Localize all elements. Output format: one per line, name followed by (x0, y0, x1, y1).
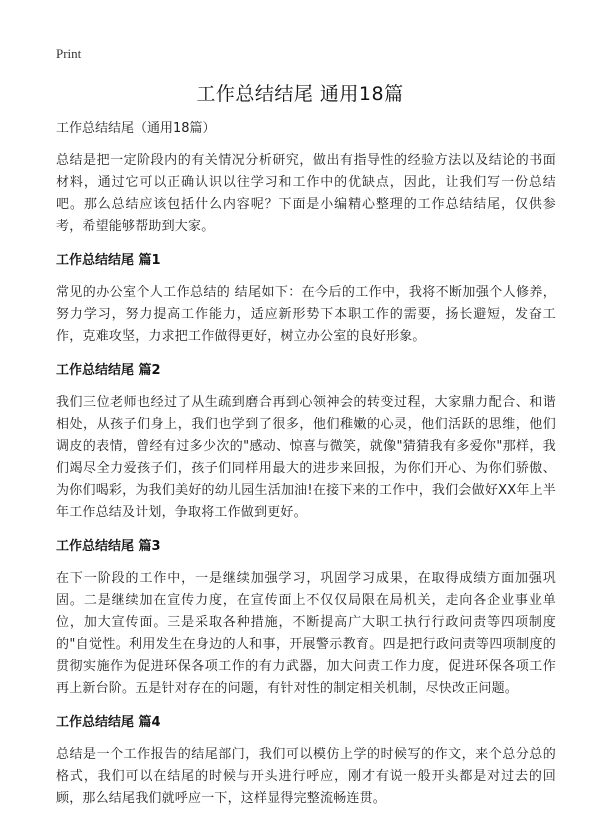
section-heading: 工作总结结尾 篇1 (56, 253, 161, 268)
article-subtitle: 工作总结结尾（通用18篇） (56, 121, 216, 136)
section-heading: 工作总结结尾 篇3 (56, 539, 161, 554)
print-link[interactable]: Print (56, 46, 82, 61)
section-1 (56, 250, 556, 348)
section-paragraph: 总结是一个工作报告的结尾部门，我们可以模仿上学的时候写的作文，来个总分总的格式，我们可以在结尾的时候与开头进行呼应，刚才有说一般开头都是对过去的回顾，那么结尾我们就呼应一下，这样显得完整流畅连贯。 (56, 747, 556, 806)
section-3 (56, 536, 556, 700)
section-paragraph: 在下一阶段的工作中，一是继续加强学习，巩固学习成果，在取得成绩方面加强巩固。二是继续加在宣传力度，在宣传面上不仅仅局限在局机关，走向各企业事业单位，加大宣传面。三是采取各种措施，不断提高广大职工执行行政问责等四项制度的"自觉性。利用发生在身边的人和事，开展警示教育。四是把行政问责等四项制度的贯彻实施作为促进环保各项工作的有力武器，加大问责工作力度，促进环保各项工作再上新台阶。五是针对存在的问题，有针对性的制定相关机制，尽快改正问题。 (56, 571, 556, 696)
section-2 (56, 360, 556, 524)
section-4 (56, 712, 556, 810)
intro-paragraph: 总结是把一定阶段内的有关情况分析研究，做出有指导性的经验方法以及结论的书面材料，通过它可以正确认识以往学习和工作中的优缺点，因此，让我们写一份总结吧。那么总结应该包括什么内容呢？下面是小编精心整理的工作总结结尾，仅供参考，希望能够帮助到大家。 (56, 153, 556, 234)
page-title: 工作总结结尾 通用18篇 (196, 83, 404, 105)
section-heading: 工作总结结尾 篇4 (56, 715, 161, 730)
section-paragraph: 常见的办公室个人工作总结的 结尾如下：在今后的工作中，我将不断加强个人修养，努力学习，努力提高工作能力，适应新形势下本职工作的需要，扬长避短，发奋工作，克难攻坚，力求把工作做得更好，树立办公室的良好形象。 (56, 285, 556, 344)
article-body (56, 118, 556, 810)
section-paragraph: 我们三位老师也经过了从生疏到磨合再到心领神会的转变过程，大家鼎力配合、和谐相处，从孩子们身上，我们也学到了很多，他们稚嫩的心灵，他们活跃的思维，他们调皮的表情，曾经有过多少次的"感动、惊喜与微笑，就像"猜猜我有多爱你"那样，我们竭尽全力爱孩子们，孩子们同样用最大的进步来回报，为你们开心、为你们骄傲、为你们喝彩，为我们美好的幼儿园生活加油!在接下来的工作中，我们会做好XX年上半年工作总结及计划，争取将工作做到更好。 (56, 395, 556, 520)
section-heading: 工作总结结尾 篇2 (56, 363, 161, 378)
